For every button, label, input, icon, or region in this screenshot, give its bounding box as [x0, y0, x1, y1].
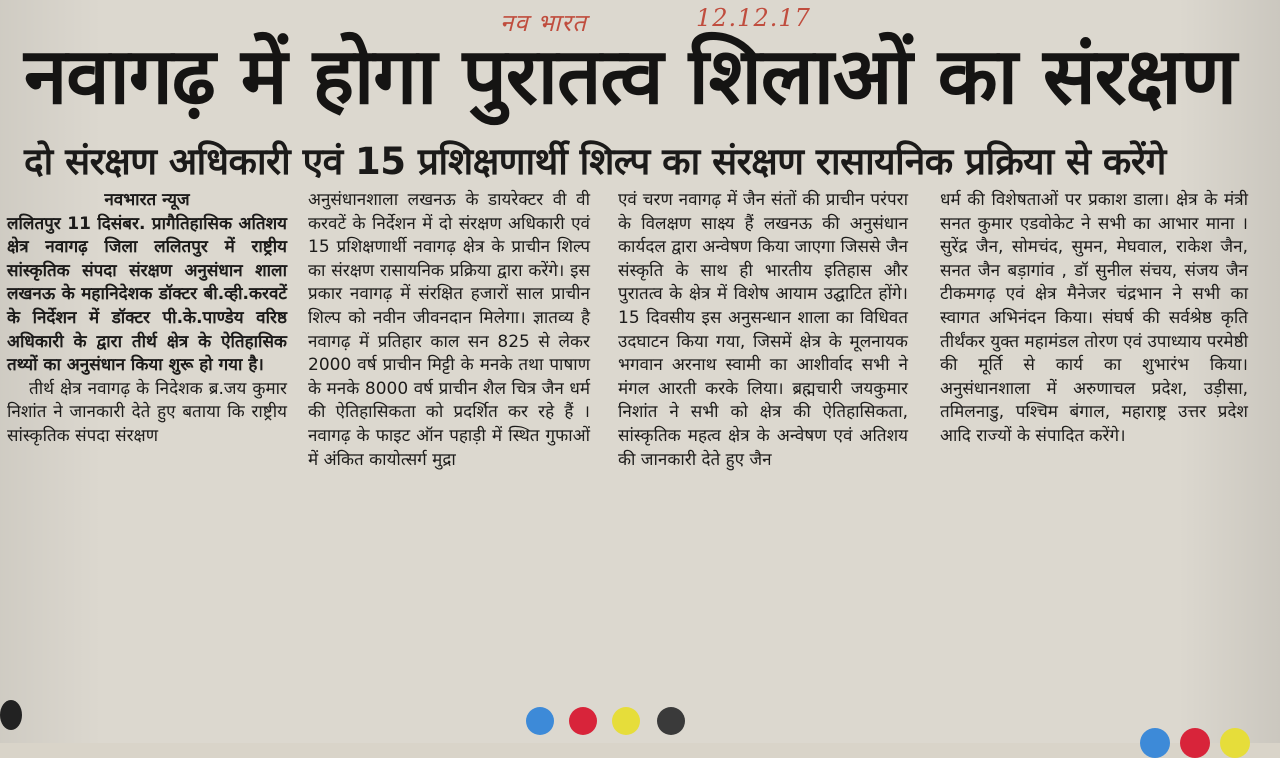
- body-paragraph: तीर्थ क्षेत्र नवागढ़ के निदेशक ब्र.जय कुमार निशांत ने जानकारी देते हुए बताया कि राष्ट्रीय सांस्कृतिक संपदा संरक्षण: [7, 378, 287, 446]
- byline: नवभारत न्यूज: [104, 190, 190, 210]
- handwritten-date: 12.12.17: [696, 4, 811, 32]
- lead-paragraph: ललितपुर 11 दिसंबर. प्रागैतिहासिक अतिशय क्षेत्र नवागढ़ जिला ललितपुर में राष्ट्रीय सांस्कृतिक संपदा संरक्षण अनुसंधान शाला लखनऊ के महानिदेशक डॉक्टर बी.व्ही.करवटें के निर्देशन में डॉक्टर पी.के.पाण्डेय वरिष्ठ अधिकारी के द्वारा तीर्थ क्षेत्र के ऐतिहासिक तथ्यों का अनुसंधान किया शुरू हो गया है।: [7, 213, 287, 376]
- registration-mark-blue: [526, 707, 554, 735]
- handwritten-publication: नव भारत: [500, 9, 587, 37]
- headline: नवागढ़ में होगा पुरातत्व शिलाओं का संरक्षण: [24, 32, 1237, 122]
- binder-hole: [0, 700, 22, 730]
- body-paragraph: एवं चरण नवागढ़ में जैन संतों की प्राचीन परंपरा के विलक्षण साक्ष्य हैं लखनऊ की अनुसंधान कार्यदल द्वारा अन्वेषण किया जाएगा जिससे जैन संस्कृति के साथ ही भारतीय इतिहास और पुरातत्व के क्षेत्र में विशेष आयाम उद्घाटित होंगे। 15 दिवसीय इस अनुसन्धान शाला का विधिवत उदघाटन किया गया, जिसमें क्षेत्र के मूलनायक भगवान अरनाथ स्वामी का आशीर्वाद सभी ने मंगल आरती करके लिया। ब्रह्मचारी जयकुमार निशांत ने सभी को क्षेत्र की ऐतिहासिकता, सांस्कृतिक महत्व क्षेत्र के अन्वेषण एवं अतिशय की जानकारी देते हुए जैन: [618, 190, 908, 470]
- article-column-1: [7, 189, 287, 704]
- registration-mark-red: [569, 707, 597, 735]
- article-column-3: [618, 189, 908, 704]
- registration-mark-yellow: [612, 707, 640, 735]
- registration-mark-blue: [1140, 728, 1170, 758]
- article-column-4: [940, 189, 1248, 704]
- article-column-2: [308, 189, 590, 704]
- registration-mark-black: [657, 707, 685, 735]
- corner-registration-marks: [1140, 722, 1280, 743]
- registration-mark-yellow: [1220, 728, 1250, 758]
- registration-mark-red: [1180, 728, 1210, 758]
- body-paragraph: धर्म की विशेषताओं पर प्रकाश डाला। क्षेत्र के मंत्री सनत कुमार एडवोकेट ने सभी का आभार माना । सुरेंद्र जैन, सोमचंद, सुमन, मेघवाल, राकेश जैन, सनत जैन बड़ागांव , डॉ सुनील संचय, संजय जैन टीकमगढ़ एवं क्षेत्र मैनेजर चंद्रभान ने सभी का स्वागत अभिनंदन किया। संघर्ष की सर्वश्रेष्ठ कृति तीर्थंकर युक्त महामंडल तोरण एवं उपाध्याय परमेष्ठी की मूर्ति से कार्य का शुभारंभ किया। अनुसंधानशाला में अरुणाचल प्रदेश, उड़ीसा, तमिलनाडु, पश्चिम बंगाल, महाराष्ट्र उत्तर प्रदेश आदि राज्यों के संपादित करेंगे।: [940, 190, 1248, 446]
- subheadline: दो संरक्षण अधिकारी एवं 15 प्रशिक्षणार्थी शिल्प का संरक्षण रासायनिक प्रक्रिया से करेंगे: [24, 140, 1166, 183]
- body-paragraph: अनुसंधानशाला लखनऊ के डायरेक्टर वी वी करवटें के निर्देशन में दो संरक्षण अधिकारी एवं 15 प्रशिक्षणार्थी नवागढ़ क्षेत्र के प्राचीन शिल्प का संरक्षण रासायनिक प्रक्रिया द्वारा करेंगे। इस प्रकार नवागढ़ में संरक्षित हजारों साल प्राचीन शिल्प को नवीन जीवनदान मिलेगा। ज्ञातव्य है नवागढ़ में प्रतिहार काल सन 825 से लेकर 2000 वर्ष प्राचीन मिट्टी के मनके तथा पाषाण के मनके 8000 वर्ष प्राचीन शैल चित्र जैन धर्म की ऐतिहासिकता को प्रदर्शित कर रहे हैं । नवागढ़ के फाइट ऑन पहाड़ी में स्थित गुफाओं में अंकित कायोत्सर्ग मुद्रा: [308, 190, 590, 470]
